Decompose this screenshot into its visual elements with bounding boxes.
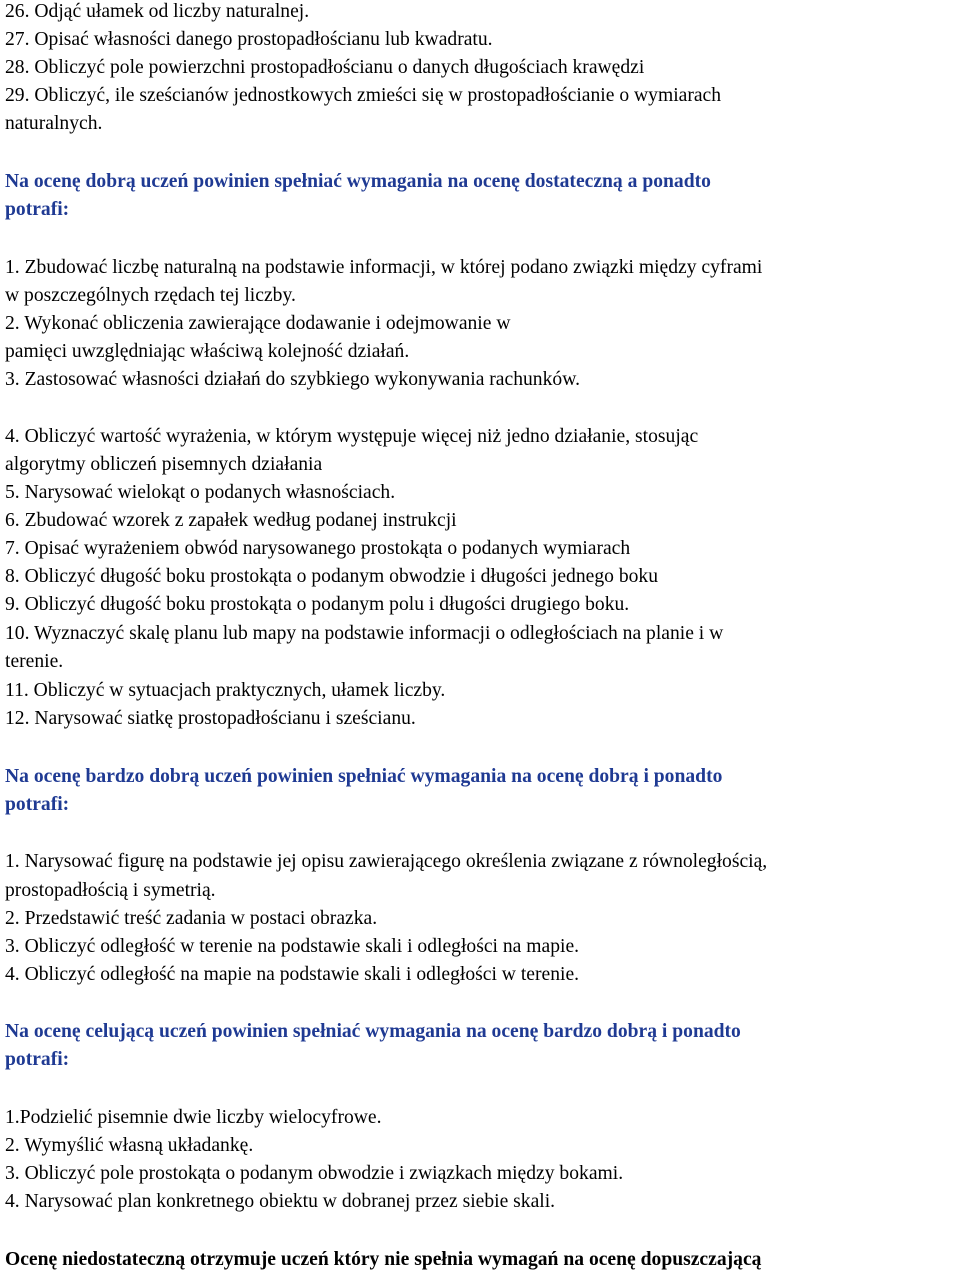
- list-item: w poszczególnych rzędach tej liczby.: [5, 285, 296, 306]
- list-item: algorytmy obliczeń pisemnych działania: [5, 454, 323, 475]
- section-heading-good-cont: potrafi:: [5, 199, 70, 220]
- list-item: 6. Zbudować wzorek z zapałek według podanej instrukcji: [5, 510, 457, 531]
- list-item: 29. Obliczyć, ile sześcianów jednostkowych zmieści się w prostopadłościanie o wymiarach: [5, 85, 722, 106]
- list-item: 3. Obliczyć odległość w terenie na podstawie skali i odległości na mapie.: [5, 936, 580, 957]
- list-item: 4. Obliczyć odległość na mapie na podstawie skali i odległości w terenie.: [5, 964, 580, 985]
- list-item: 3. Zastosować własności działań do szybkiego wykonywania rachunków.: [5, 369, 580, 390]
- section-heading-insufficient: Ocenę niedostateczną otrzymuje uczeń który nie spełnia wymagań na ocenę dopuszczającą: [5, 1249, 762, 1270]
- section-heading-good: Na ocenę dobrą uczeń powinien spełniać wymagania na ocenę dostateczną a ponadto: [5, 171, 711, 192]
- list-item: 2. Przedstawić treść zadania w postaci obrazka.: [5, 908, 378, 929]
- list-item: naturalnych.: [5, 113, 103, 134]
- list-item: terenie.: [5, 651, 64, 672]
- list-item: 3. Obliczyć pole prostokąta o podanym obwodzie i związkach między bokami.: [5, 1163, 624, 1184]
- list-item: pamięci uwzględniając właściwą kolejność działań.: [5, 341, 410, 362]
- list-item: 7. Opisać wyrażeniem obwód narysowanego prostokąta o podanych wymiarach: [5, 538, 631, 559]
- section-heading-excellent: Na ocenę celującą uczeń powinien spełniać wymagania na ocenę bardzo dobrą i ponadto: [5, 1021, 741, 1042]
- list-item: 28. Obliczyć pole powierzchni prostopadłościanu o danych długościach krawędzi: [5, 57, 645, 78]
- list-item: 2. Wymyślić własną układankę.: [5, 1135, 254, 1156]
- list-item: 5. Narysować wielokąt o podanych własnościach.: [5, 482, 396, 503]
- list-item: prostopadłością i symetrią.: [5, 880, 216, 901]
- list-item: 1. Zbudować liczbę naturalną na podstawie informacji, w której podano związki między cyframi: [5, 257, 763, 278]
- list-item: 1. Narysować figurę na podstawie jej opisu zawierającego określenia związane z równoległością,: [5, 851, 768, 872]
- list-item: 10. Wyznaczyć skalę planu lub mapy na podstawie informacji o odległościach na planie i w: [5, 623, 724, 644]
- list-item: 27. Opisać własności danego prostopadłościanu lub kwadratu.: [5, 29, 493, 50]
- section-heading-excellent-cont: potrafi:: [5, 1049, 70, 1070]
- list-item: 12. Narysować siatkę prostopadłościanu i sześcianu.: [5, 708, 416, 729]
- list-item: 1.Podzielić pisemnie dwie liczby wielocyfrowe.: [5, 1107, 382, 1128]
- list-item: 4. Obliczyć wartość wyrażenia, w którym występuje więcej niż jedno działanie, stosując: [5, 426, 699, 447]
- section-heading-very-good-cont: potrafi:: [5, 794, 70, 815]
- list-item: 26. Odjąć ułamek od liczby naturalnej.: [5, 1, 310, 22]
- list-item: 11. Obliczyć w sytuacjach praktycznych, ułamek liczby.: [5, 680, 446, 701]
- list-item: 9. Obliczyć długość boku prostokąta o podanym polu i długości drugiego boku.: [5, 594, 630, 615]
- section-heading-very-good: Na ocenę bardzo dobrą uczeń powinien spełniać wymagania na ocenę dobrą i ponadto: [5, 766, 723, 787]
- list-item: 4. Narysować plan konkretnego obiektu w dobranej przez siebie skali.: [5, 1191, 556, 1212]
- list-item: 8. Obliczyć długość boku prostokąta o podanym obwodzie i długości jednego boku: [5, 566, 659, 587]
- list-item: 2. Wykonać obliczenia zawierające dodawanie i odejmowanie w: [5, 313, 511, 334]
